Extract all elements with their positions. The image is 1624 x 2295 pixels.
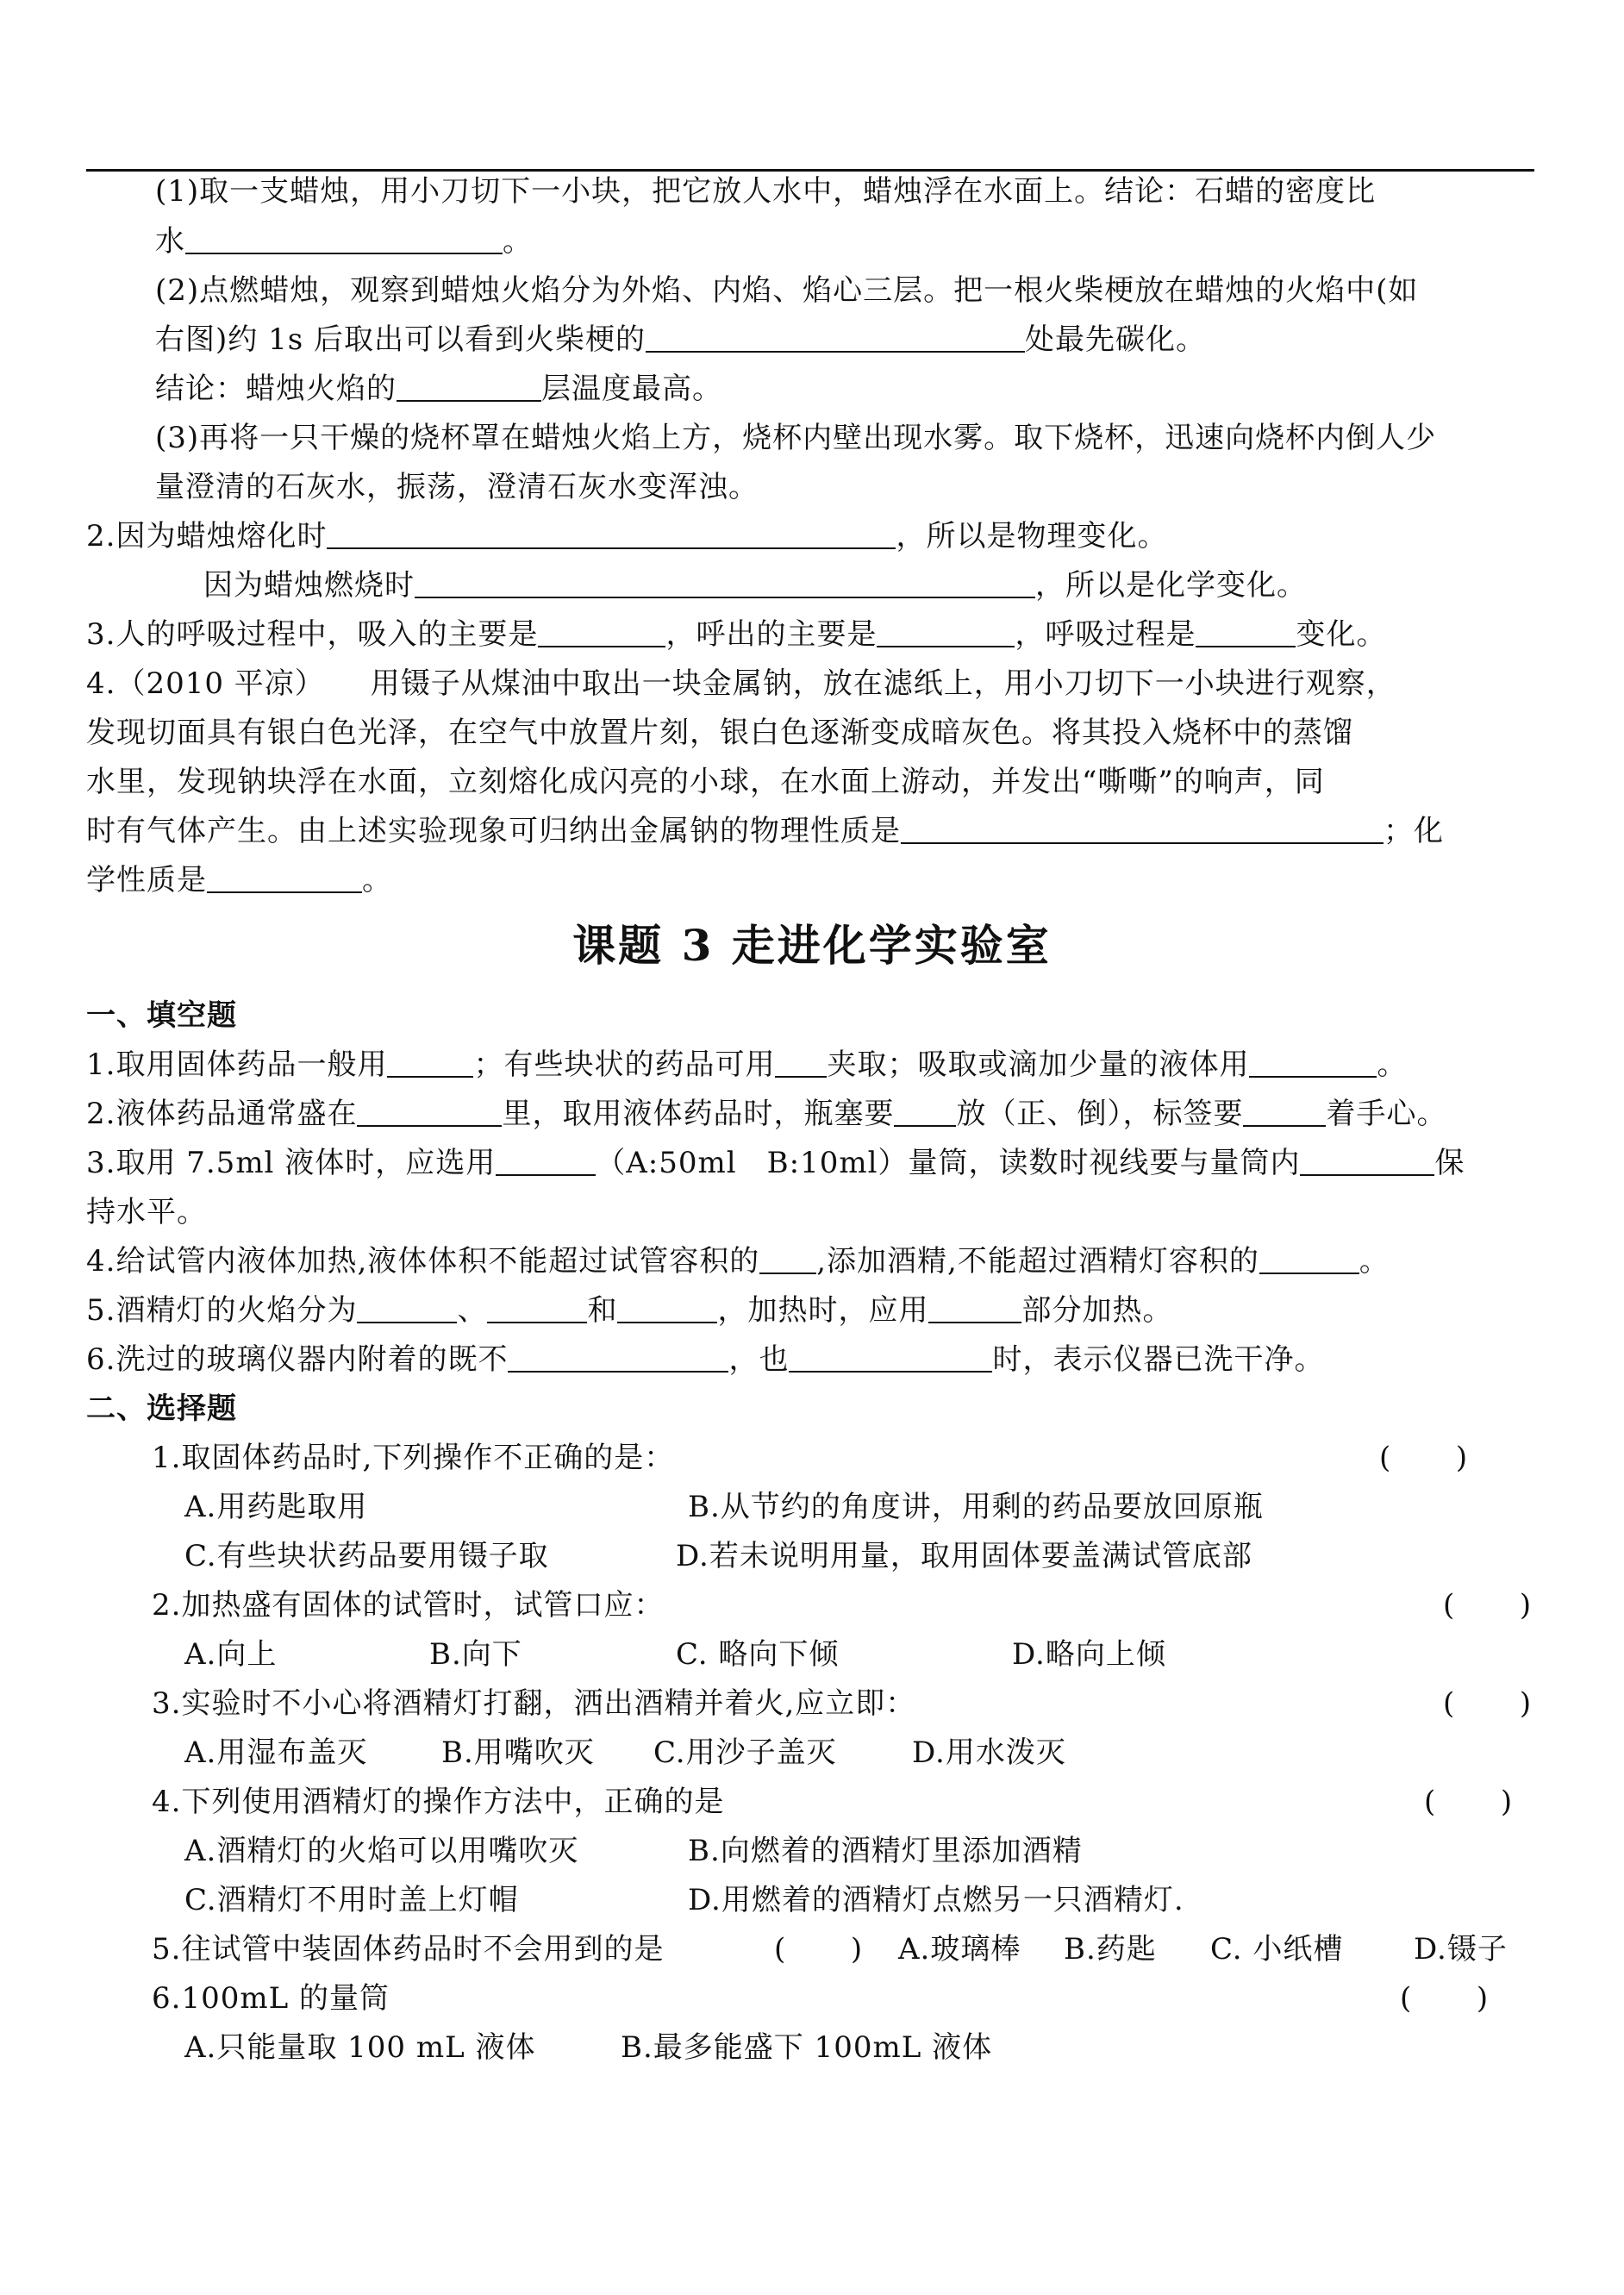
answer-blank[interactable] — [185, 227, 503, 254]
fill-question-6: 6.洗过的玻璃仪器内附着的既不 ，也 时，表示仪器已洗干净。 — [86, 1342, 1325, 1377]
option-5c[interactable]: C. 小纸槽 — [1210, 1932, 1344, 1967]
answer-parentheses[interactable]: ( ) — [1443, 1588, 1532, 1623]
answer-blank[interactable] — [397, 374, 541, 402]
option-3a[interactable]: A.用湿布盖灭 — [184, 1735, 368, 1770]
option-5d[interactable]: D.镊子 — [1414, 1932, 1508, 1967]
option-1b[interactable]: B.从节约的角度讲，用剩的药品要放回原瓶 — [688, 1490, 1264, 1524]
section-choice-heading: 二、选择题 — [86, 1391, 237, 1426]
answer-blank[interactable] — [1196, 620, 1296, 647]
option-2b[interactable]: B.向下 — [429, 1637, 522, 1672]
exp-3-line-2: 量澄清的石灰水，振荡，澄清石灰水变浑浊。 — [155, 470, 759, 504]
answer-blank[interactable] — [327, 522, 896, 549]
exp-1-line: (1)取一支蜡烛，用小刀切下一小块，把它放人水中，蜡烛浮在水面上。结论：石蜡的密度比 — [155, 174, 1377, 209]
answer-blank[interactable] — [894, 1099, 956, 1127]
choice-question-6: 6.100mL 的量筒 — [152, 1981, 390, 2016]
fill-question-1: 1.取用固体药品一般用 ；有些块状的药品可用 夹取；吸取或滴加少量的液体用 。 — [86, 1047, 1408, 1082]
option-1a[interactable]: A.用药匙取用 — [184, 1490, 368, 1524]
answer-blank[interactable] — [646, 325, 1025, 353]
fill-question-2: 2.液体药品通常盛在 里，取用液体药品时，瓶塞要 放（正、倒），标签要 着手心。 — [86, 1097, 1447, 1131]
option-6a[interactable]: A.只能量取 100 mL 液体 — [184, 2030, 536, 2065]
choice-question-5: 5.往试管中装固体药品时不会用到的是 — [152, 1932, 665, 1967]
question-2-line-2: 因为蜡烛燃烧时 ，所以是化学变化。 — [203, 568, 1307, 603]
question-4-line-2: 发现切面具有银白色光泽，在空气中放置片刻，银白色逐渐变成暗灰色。将其投入烧杯中的蒸馏 — [86, 716, 1353, 750]
answer-blank[interactable] — [1243, 1099, 1326, 1127]
section-fill-heading: 一、填空题 — [86, 998, 237, 1033]
answer-blank[interactable] — [928, 1296, 1021, 1323]
option-4b[interactable]: B.向燃着的酒精灯里添加酒精 — [688, 1834, 1083, 1868]
answer-blank[interactable] — [487, 1296, 587, 1323]
option-2d[interactable]: D.略向上倾 — [1012, 1637, 1166, 1672]
question-4-line: 4.（2010 平凉） 用镊子从煤油中取出一块金属钠，放在滤纸上，用小刀切下一小块进行观察， — [86, 666, 1396, 701]
answer-blank[interactable] — [387, 1050, 473, 1078]
option-3d[interactable]: D.用水泼灭 — [912, 1735, 1066, 1770]
exp-2-line: (2)点燃蜡烛，观察到蜡烛火焰分为外焰、内焰、焰心三层。把一根火柴梗放在蜡烛的火焰中(如 — [155, 273, 1419, 308]
option-1c[interactable]: C.有些块状药品要用镊子取 — [184, 1539, 549, 1573]
answer-blank[interactable] — [1300, 1148, 1434, 1176]
fill-question-3: 3.取用 7.5ml 液体时，应选用 （A:50ml B:10ml）量筒，读数时视线要与量筒内 保 — [86, 1146, 1465, 1180]
option-4a[interactable]: A.酒精灯的火焰可以用嘴吹灭 — [184, 1834, 579, 1868]
exp-2-line-2: 右图)约 1s 后取出可以看到火柴梗的 处最先碳化。 — [155, 322, 1206, 357]
answer-parentheses[interactable]: ( ) — [1379, 1441, 1468, 1475]
answer-blank[interactable] — [496, 1148, 596, 1176]
choice-question-2: 2.加热盛有固体的试管时，试管口应： — [152, 1588, 665, 1623]
answer-parentheses[interactable]: ( ) — [1424, 1785, 1513, 1819]
option-6b[interactable]: B.最多能盛下 100mL 液体 — [621, 2030, 993, 2065]
lesson-title: 课题 3 走进化学实验室 — [572, 920, 1052, 971]
answer-blank[interactable] — [538, 620, 665, 647]
answer-parentheses[interactable]: ( ) — [1400, 1981, 1489, 2016]
answer-blank[interactable] — [207, 866, 362, 893]
option-4d[interactable]: D.用燃着的酒精灯点燃另一只酒精灯. — [688, 1883, 1184, 1917]
answer-blank[interactable] — [789, 1345, 992, 1373]
answer-blank[interactable] — [357, 1296, 457, 1323]
answer-parentheses[interactable]: ( ) — [1443, 1686, 1532, 1721]
option-2a[interactable]: A.向上 — [184, 1637, 278, 1672]
choice-question-3: 3.实验时不小心将酒精灯打翻，洒出酒精并着火,应立即： — [152, 1686, 916, 1721]
answer-parentheses[interactable]: ( ) — [774, 1932, 863, 1967]
question-4-line-3: 水里，发现钠块浮在水面，立刻熔化成闪亮的小球，在水面上游动，并发出“嘶嘶”的响声，同 — [86, 765, 1325, 799]
fill-question-3-line-2: 持水平。 — [86, 1195, 207, 1229]
answer-blank[interactable] — [759, 1247, 816, 1274]
question-4-line-5: 学性质是 。 — [86, 863, 392, 897]
option-1d[interactable]: D.若未说明用量，取用固体要盖满试管底部 — [676, 1539, 1252, 1573]
answer-blank[interactable] — [357, 1099, 502, 1127]
option-4c[interactable]: C.酒精灯不用时盖上灯帽 — [184, 1883, 519, 1917]
answer-blank[interactable] — [508, 1345, 728, 1373]
answer-blank[interactable] — [617, 1296, 717, 1323]
answer-blank[interactable] — [877, 620, 1015, 647]
choice-question-4: 4.下列使用酒精灯的操作方法中，正确的是 — [152, 1785, 725, 1819]
option-2c[interactable]: C. 略向下倾 — [676, 1637, 840, 1672]
option-5b[interactable]: B.药匙 — [1064, 1932, 1157, 1967]
option-3b[interactable]: B.用嘴吹灭 — [441, 1735, 595, 1770]
choice-question-1: 1.取固体药品时,下列操作不正确的是： — [152, 1441, 675, 1475]
question-2-line: 2.因为蜡烛熔化时 ，所以是物理变化。 — [86, 519, 1168, 553]
option-3c[interactable]: C.用沙子盖灭 — [653, 1735, 837, 1770]
fill-question-4: 4.给试管内液体加热,液体体积不能超过试管容积的 ,添加酒精,不能超过酒精灯容积的 。 — [86, 1244, 1390, 1279]
exp-2-conclusion: 结论：蜡烛火焰的 层温度最高。 — [155, 372, 722, 406]
exp-1-line-2: 水 。 — [155, 224, 533, 259]
answer-blank[interactable] — [415, 571, 1035, 598]
fill-question-5: 5.酒精灯的火焰分为 、 和 ，加热时，应用 部分加热。 — [86, 1293, 1173, 1328]
answer-blank[interactable] — [1249, 1050, 1377, 1078]
option-5a[interactable]: A.玻璃棒 — [898, 1932, 1021, 1967]
exp-3-line: (3)再将一只干燥的烧杯罩在蜡烛火焰上方，烧杯内壁出现水雾。取下烧杯，迅速向烧杯内倒人少 — [155, 421, 1437, 455]
answer-blank[interactable] — [1259, 1247, 1359, 1274]
answer-blank[interactable] — [775, 1050, 827, 1078]
answer-blank[interactable] — [901, 816, 1384, 844]
question-4-line-4: 时有气体产生。由上述实验现象可归纳出金属钠的物理性质是 ；化 — [86, 814, 1444, 848]
header-rule — [86, 169, 1534, 172]
question-3-line: 3.人的呼吸过程中，吸入的主要是 ，呼出的主要是 ，呼吸过程是 变化。 — [86, 617, 1387, 652]
